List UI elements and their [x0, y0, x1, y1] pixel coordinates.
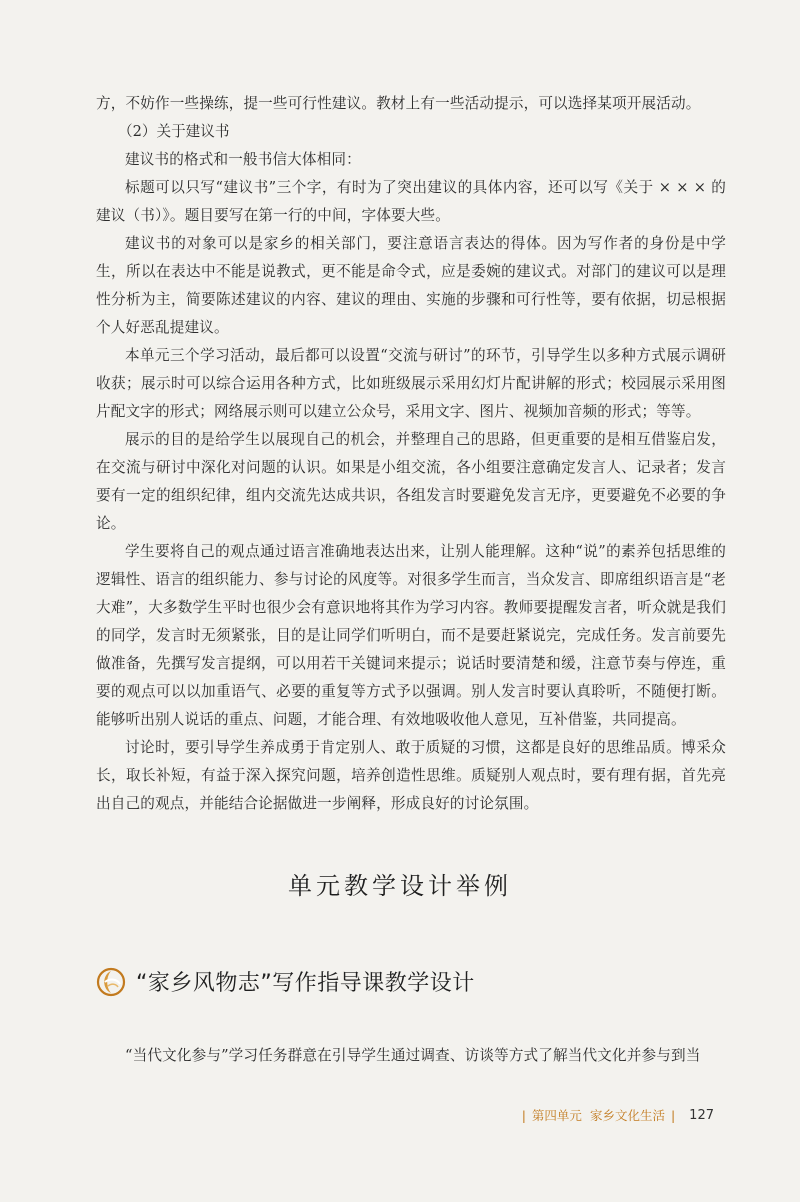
body-text — [96, 90, 726, 818]
lesson-title: “家乡风物志”写作指导课教学设计 — [136, 971, 475, 996]
paragraph: 展示的目的是给学生以展现自己的机会，并整理自己的思路，但更重要的是相互借鉴启发，在交流与研讨中深化对问题的认识。如果是小组交流，各小组要注意确定发言人、记录者；发言要有一定的组织纪律，组内交流先达成共识，各组发言时要避免发言无序，更要避免不必要的争论。 — [96, 431, 726, 532]
paragraph: 建议书的对象可以是家乡的相关部门，要注意语言表达的得体。因为写作者的身份是中学生，所以在表达中不能是说教式，更不能是命令式，应是委婉的建议式。对部门的建议可以是理性分析为主，简要陈述建议的内容、建议的理由、实施的步骤和可行性等，要有依据，切忌根据个人好恶乱提建议。 — [96, 235, 726, 336]
section-title: 单元教学设计举例 — [288, 872, 512, 900]
footer-unit-title: 家乡文化生活 — [589, 1108, 665, 1123]
paragraph-continued: 方，不妨作一些操练，提一些可行性建议。教材上有一些活动提示，可以选择某项开展活动。 — [96, 95, 701, 112]
lesson-heading — [96, 966, 475, 997]
paragraph: 学生要将自己的观点通过语言准确地表达出来，让别人能理解。这种“说”的素养包括思维的逻辑性、语言的组织能力、参与讨论的风度等。对很多学生而言，当众发言、即席组织语言是“老大难”，大多数学生平时也很少会有意识地将其作为学习内容。教师要提醒发言者，听众就是我们的同学，发言时无须紧张，目的是让同学们听明白，而不是要赶紧说完，完成任务。发言前要先做准备，先撰写发言提纲，可以用若干关键词来提示；说话时要清楚和缓，注意节奏与停连，重要的观点可以以加重语气、必要的重复等方式予以强调。别人发言时要认真聆听，不随便打断。能够听出别人说话的重点、问题，才能合理、有效地吸收他人意见，互补借鉴，共同提高。 — [96, 543, 726, 728]
intro-paragraph — [96, 1042, 726, 1070]
intro-text: “当代文化参与”学习任务群意在引导学生通过调查、访谈等方式了解当代文化并参与到当 — [125, 1047, 701, 1064]
swirl-emblem-icon — [96, 967, 126, 997]
paragraph: 建议书的格式和一般书信大体相同： — [125, 151, 361, 168]
page-number: 127 — [689, 1107, 714, 1123]
page-footer — [516, 1106, 714, 1124]
subheading-proposal: （2）关于建议书 — [118, 123, 230, 140]
paragraph: 讨论时，要引导学生养成勇于肯定别人、敢于质疑的习惯，这都是良好的思维品质。博采众长，取长补短，有益于深入探究问题，培养创造性思维。质疑别人观点时，要有理有据，首先亮出自己的观点，并能结合论据做进一步阐释，形成良好的讨论氛围。 — [96, 739, 726, 812]
footer-divider: | — [670, 1107, 676, 1123]
footer-unit: 第四单元 — [531, 1108, 582, 1123]
paragraph: 本单元三个学习活动，最后都可以设置“交流与研讨”的环节，引导学生以多种方式展示调研收获；展示时可以综合运用各种方式，比如班级展示采用幻灯片配讲解的形式；校园展示采用图片配文字的形式；网络展示则可以建立公众号，采用文字、图片、视频加音频的形式；等等。 — [96, 347, 726, 420]
paragraph: 标题可以只写“建议书”三个字，有时为了突出建议的具体内容，还可以写《关于 × × × 的建议（书）》。题目要写在第一行的中间，字体要大些。 — [96, 179, 726, 224]
footer-divider: | — [521, 1107, 526, 1123]
